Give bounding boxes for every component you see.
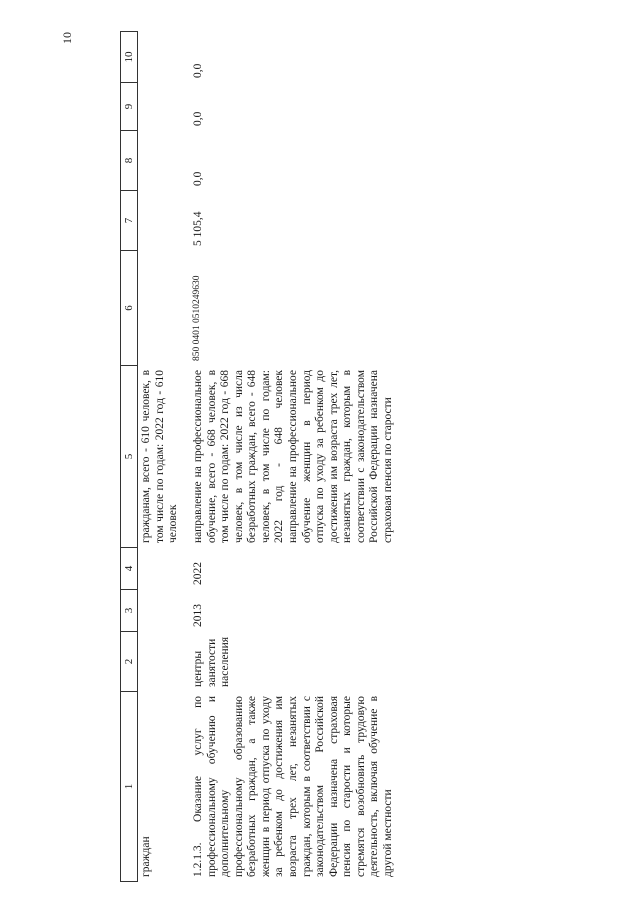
rotated-table-container — [120, 32, 640, 882]
header-col-6: 6 — [121, 251, 138, 366]
header-col-7: 7 — [121, 191, 138, 251]
expected-result: направление на профессиональное обучение, всего - 668 человек, в том числе по годам: 2022 год - 668 человек, в том числе из числа безработных граждан, всего - 648 человек, в том числе по годам: 2022 год - 648 человек направление на профессиональное обучение женщин в период отпуска по уходу за ребенком до достижения им возраста трех лет, незанятых граждан, которым в соответствии с законодательством Российской Федерации назначена страховая пенсия по старости — [192, 370, 394, 543]
header-col-8: 8 — [121, 131, 138, 191]
header-col-2: 2 — [121, 632, 138, 692]
end-year: 2022 — [192, 562, 204, 585]
header-col-3: 3 — [121, 590, 138, 632]
program-table — [120, 31, 397, 882]
header-col-1: 1 — [121, 692, 138, 882]
header-col-5: 5 — [121, 366, 138, 548]
amount-col8: 0,0 — [192, 171, 204, 186]
continuation-col5: гражданам, всего - 610 человек, в том числе по годам: 2022 год - 610 человек — [140, 370, 180, 543]
budget-code: 850 0401 0510249630 — [192, 275, 202, 361]
amount-total: 5 105,4 — [192, 211, 204, 246]
amount-col10: 0,0 — [192, 63, 204, 78]
continuation-col1: граждан — [140, 836, 152, 877]
amount-col9: 0,0 — [192, 111, 204, 126]
table-row — [190, 32, 397, 882]
page-number: 10 — [60, 32, 74, 44]
header-row — [121, 32, 138, 882]
header-col-10: 10 — [121, 32, 138, 83]
header-col-9: 9 — [121, 83, 138, 131]
measure-description: 1.2.1.3. Оказание услуг по профессиональному обучению и дополнительному профессиональному образованию безработных граждан, а также женщин в период отпуска по уходу за ребенком до достижения им возраста трех лет, незанятых граждан, которым в соответствии с законодательством Российской Федерации назначена страховая пенсия по старости и которые стремятся возобновить трудовую деятельность, включая обучение в другой местности — [192, 696, 394, 877]
continuation-row — [138, 32, 191, 882]
start-year: 2013 — [192, 604, 204, 627]
header-col-4: 4 — [121, 548, 138, 590]
executor: центры занятости населения — [192, 636, 232, 687]
